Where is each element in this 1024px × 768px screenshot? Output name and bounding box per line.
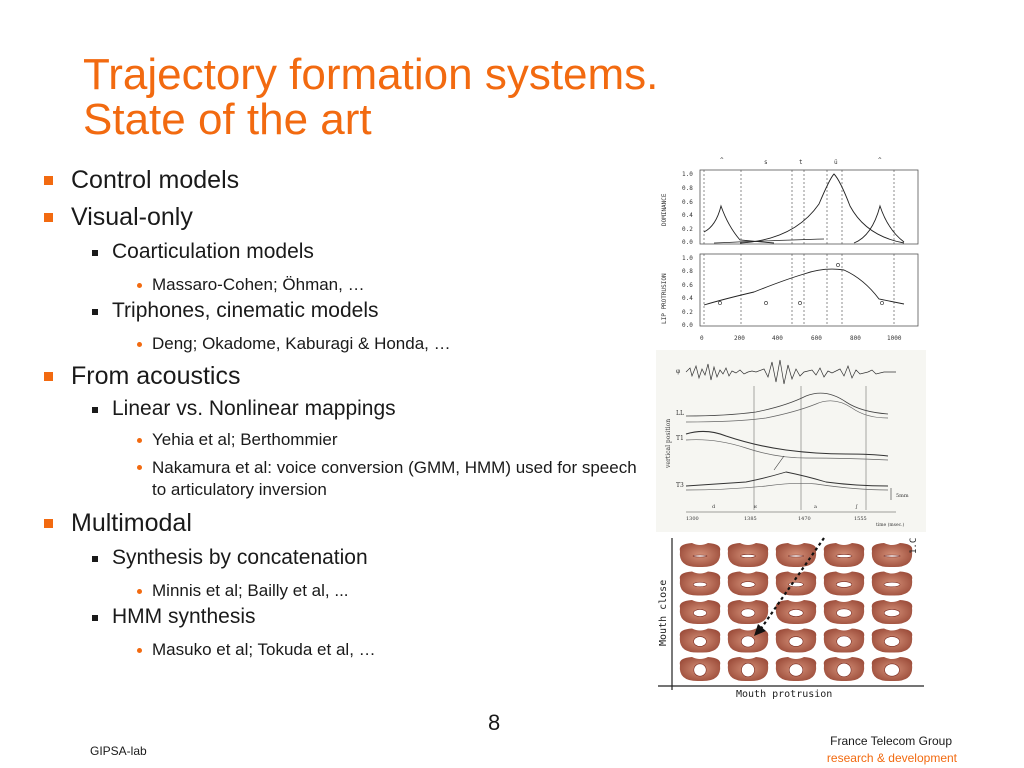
mouth-image — [680, 657, 721, 681]
page-number: 8 — [488, 710, 501, 735]
phoneme-label: ^ — [720, 157, 724, 164]
item-minnis: Minnis et al; Bailly et al, ... — [152, 581, 349, 600]
dot-bullet-icon — [137, 465, 142, 470]
footer-lab-name: GIPSA-lab — [90, 744, 147, 758]
phoneme-label: ^ — [878, 157, 882, 164]
phoneme-markers — [704, 170, 894, 244]
subbullet-triphones: Triphones, cinematic models — [112, 299, 379, 322]
dot-bullet-icon — [137, 283, 142, 288]
mouth-image — [728, 657, 769, 681]
bullet-square-icon — [44, 372, 53, 381]
dominance-protrusion-figure — [654, 154, 924, 346]
y-tick: 0.6 — [682, 282, 693, 289]
mouth-grid — [680, 543, 913, 681]
dot-bullet-icon — [137, 438, 142, 443]
mouth-image — [728, 543, 769, 567]
track-label-ll: LL — [676, 410, 684, 417]
subbullet-square-icon — [92, 556, 98, 562]
item-masuko: Masuko et al; Tokuda et al, … — [152, 640, 376, 659]
figure-background — [656, 350, 926, 532]
mouth-image — [872, 629, 913, 653]
y-tick: 0.8 — [682, 268, 693, 275]
corner-label: 1.C — [909, 537, 919, 554]
mouth-image — [824, 629, 865, 653]
y-tick: 0.0 — [682, 239, 693, 246]
dot-bullet-icon — [137, 342, 142, 347]
bullet-visual-only: Visual-only — [71, 203, 193, 231]
subbullet-square-icon — [92, 250, 98, 256]
segment-label: a — [814, 504, 817, 510]
mouth-image — [776, 629, 817, 653]
scale-label: 5mm — [896, 493, 909, 499]
item-massaro-cohen: Massaro-Cohen; Öhman, … — [152, 275, 365, 294]
protrusion-axis-label: LIP PROTRUSION — [661, 273, 668, 324]
item-deng: Deng; Okadome, Kaburagi & Honda, … — [152, 334, 451, 353]
mouth-image — [824, 572, 865, 596]
dot-bullet-icon — [137, 589, 142, 594]
x-ticks — [700, 335, 902, 342]
dominance-panel-frame — [700, 170, 918, 244]
mouth-shape-grid-figure — [654, 534, 926, 702]
subbullet-concatenation: Synthesis by concatenation — [112, 546, 368, 569]
bullet-square-icon — [44, 176, 53, 185]
y-tick: 0.6 — [682, 199, 693, 206]
time-axis-label: time (msec.) — [876, 523, 905, 528]
y-tick: 1.0 — [682, 171, 693, 178]
mouth-image — [776, 543, 817, 567]
phi-symbol: φ — [676, 368, 681, 375]
x-tick: 400 — [772, 335, 783, 342]
subbullet-square-icon — [92, 407, 98, 413]
x-tick: 600 — [811, 335, 822, 342]
mouth-image — [872, 657, 913, 681]
mouth-protrusion-axis-label: Mouth protrusion — [736, 689, 833, 700]
y-tick: 0.4 — [682, 212, 693, 219]
segment-label: ʃ — [856, 504, 858, 510]
mouth-image — [872, 543, 913, 567]
x-tick: 0 — [700, 335, 704, 342]
subbullet-coarticulation: Coarticulation models — [112, 240, 314, 263]
mouth-close-axis-label: Mouth close — [658, 579, 669, 646]
vertical-position-label: vertical position — [665, 418, 672, 468]
x-tick: 1000 — [887, 335, 902, 342]
mouth-image — [872, 572, 913, 596]
footer-division: research & development — [826, 751, 957, 765]
dominance-curve — [854, 206, 904, 243]
mouth-image — [680, 543, 721, 567]
title-line-1: Trajectory formation systems. — [83, 50, 659, 99]
dominance-axis-label: DOMINANCE — [661, 193, 668, 226]
phoneme-label: s — [764, 159, 768, 166]
mouth-image — [728, 572, 769, 596]
protrusion-panel-frame — [700, 254, 918, 326]
subbullet-square-icon — [92, 309, 98, 315]
track-label-t1: T1 — [676, 435, 684, 442]
segment-label: ʁ — [754, 504, 757, 510]
protrusion-y-ticks — [682, 255, 693, 329]
phoneme-label: t — [799, 159, 803, 166]
bullet-multimodal: Multimodal — [71, 509, 192, 537]
dominance-y-ticks — [682, 171, 693, 246]
x-tick: 800 — [850, 335, 861, 342]
bullet-square-icon — [44, 519, 53, 528]
track-label-t3: T3 — [676, 482, 684, 489]
mouth-image — [824, 657, 865, 681]
articulatory-trajectory-figure — [656, 350, 926, 532]
item-yehia: Yehia et al; Berthommier — [152, 430, 338, 449]
bullet-square-icon — [44, 213, 53, 222]
mouth-image — [680, 572, 721, 596]
subbullet-linear-nonlinear: Linear vs. Nonlinear mappings — [112, 397, 396, 420]
x-tick: 1385 — [744, 516, 757, 522]
y-tick: 1.0 — [682, 255, 693, 262]
mouth-image — [824, 600, 865, 624]
mouth-image — [680, 600, 721, 624]
x-tick: 1300 — [686, 516, 699, 522]
slide-title — [83, 52, 658, 142]
dot-bullet-icon — [137, 648, 142, 653]
y-tick: 0.0 — [682, 322, 693, 329]
mouth-image — [728, 600, 769, 624]
footer-company: France Telecom Group — [830, 734, 952, 748]
x-tick: 1555 — [854, 516, 867, 522]
dominance-curve — [704, 206, 774, 243]
segment-label: d — [712, 504, 716, 510]
subbullet-square-icon — [92, 615, 98, 621]
bullet-control-models: Control models — [71, 166, 240, 194]
x-tick: 200 — [734, 335, 745, 342]
mouth-image — [776, 572, 817, 596]
mouth-image — [680, 629, 721, 653]
target-markers — [718, 263, 883, 304]
item-nakamura: Nakamura et al: voice conversion (GMM, HMM) used for speech to articulatory inversion — [152, 458, 637, 499]
phoneme-markers — [704, 254, 894, 326]
mouth-image — [872, 600, 913, 624]
y-tick: 0.2 — [682, 309, 693, 316]
bullet-from-acoustics: From acoustics — [71, 362, 241, 390]
phoneme-label: ü — [834, 159, 838, 166]
mouth-image — [776, 657, 817, 681]
title-line-2: State of the art — [83, 95, 372, 144]
y-tick: 0.2 — [682, 226, 693, 233]
mouth-image — [776, 600, 817, 624]
x-tick: 1470 — [798, 516, 811, 522]
y-tick: 0.8 — [682, 185, 693, 192]
mouth-image — [824, 543, 865, 567]
subbullet-hmm-synthesis: HMM synthesis — [112, 605, 256, 628]
y-tick: 0.4 — [682, 295, 693, 302]
